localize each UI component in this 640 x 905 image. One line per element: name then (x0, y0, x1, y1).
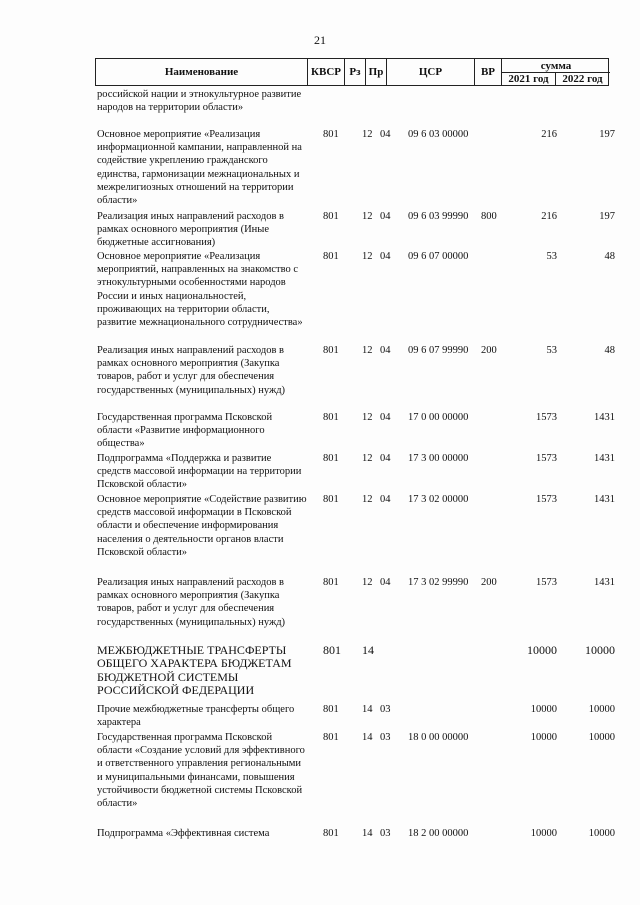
row-kvsr: 801 (323, 453, 339, 464)
row-pr: 04 (380, 577, 391, 588)
row-pr: 03 (380, 732, 391, 743)
row-kvsr: 801 (323, 732, 339, 743)
row-kvsr: 801 (323, 828, 339, 839)
row-pr: 04 (380, 345, 391, 356)
row-sum-2022: 1431 (594, 453, 615, 464)
row-sum-2021: 216 (541, 129, 557, 140)
row-sum-2022: 197 (599, 211, 615, 222)
row-rz: 14 (362, 643, 374, 657)
header-year-2021: 2021 год (502, 72, 556, 86)
row-name: МЕЖБЮДЖЕТНЫЕ ТРАНСФЕРТЫ ОБЩЕГО ХАРАКТЕРА БЮДЖЕТАМ БЮДЖЕТНОЙ СИСТЕМЫ РОССИЙСКОЙ ФЕДЕРАЦИИ (97, 643, 292, 698)
row-sum-2022: 10000 (588, 732, 615, 743)
row-rz: 12 (362, 129, 373, 140)
header-rz: Рз (345, 59, 366, 85)
row-vr: 200 (481, 345, 497, 356)
row-csr: 18 2 00 00000 (408, 828, 469, 839)
row-rz: 12 (362, 345, 373, 356)
row-pr: 04 (380, 251, 391, 262)
row-csr: 09 6 07 99990 (408, 345, 469, 356)
row-name: российской нации и этнокультурное развитие народов на территории области» (97, 89, 302, 114)
row-rz: 12 (362, 494, 373, 505)
row-name: Государственная программа Псковской области «Развитие информационного общества» (97, 412, 273, 450)
header-summa-group (502, 59, 610, 85)
header-summa: сумма (502, 59, 610, 73)
row-sum-2022: 1431 (594, 577, 615, 588)
row-sum-2022: 48 (604, 345, 615, 356)
row-pr: 04 (380, 494, 391, 505)
row-sum-2022: 1431 (594, 412, 615, 423)
row-name: Реализация иных направлений расходов в рамках основного мероприятия (Иные бюджетные ассигнования) (97, 211, 285, 249)
row-sum-2022: 48 (604, 251, 615, 262)
table-header (95, 58, 609, 86)
row-name: Подпрограмма «Эффективная система (97, 828, 270, 839)
row-csr: 17 3 02 99990 (408, 577, 469, 588)
row-sum-2022: 10000 (585, 643, 615, 657)
row-rz: 12 (362, 412, 373, 423)
row-name: Государственная программа Псковской области «Создание условий для эффективного и ответственного управления региональными и муниципальными финансами, повышения устойчивости бюджетной системы Псковской области» (97, 732, 305, 810)
row-rz: 12 (362, 211, 373, 222)
row-rz: 12 (362, 453, 373, 464)
row-sum-2022: 10000 (588, 828, 615, 839)
row-kvsr: 801 (323, 494, 339, 505)
row-kvsr: 801 (323, 251, 339, 262)
row-rz: 12 (362, 251, 373, 262)
row-name: Подпрограмма «Поддержка и развитие средств массовой информации на территории Псковской области» (97, 453, 302, 491)
row-csr: 17 3 00 00000 (408, 453, 469, 464)
row-csr: 09 6 07 00000 (408, 251, 469, 262)
row-csr: 09 6 03 99990 (408, 211, 469, 222)
row-name: Основное мероприятие «Содействие развитию средств массовой информации в Псковской области и обеспечение информирования населения о деятельности органов власти Псковской области» (97, 494, 307, 558)
header-csr: ЦСР (387, 59, 475, 85)
header-pr: Пр (366, 59, 387, 85)
row-name: Реализация иных направлений расходов в рамках основного мероприятия (Закупка товаров, работ и услуг для обеспечения государственных (муниципальных) нужд) (97, 345, 286, 396)
row-pr: 03 (380, 704, 391, 715)
row-sum-2021: 1573 (536, 577, 557, 588)
row-pr: 04 (380, 453, 391, 464)
row-pr: 04 (380, 412, 391, 423)
row-kvsr: 801 (323, 577, 339, 588)
row-kvsr: 801 (323, 211, 339, 222)
header-name: Наименование (96, 59, 308, 85)
row-vr: 800 (481, 211, 497, 222)
row-sum-2021: 53 (546, 345, 557, 356)
row-rz: 12 (362, 577, 373, 588)
row-sum-2021: 1573 (536, 412, 557, 423)
row-pr: 04 (380, 129, 391, 140)
row-name: Реализация иных направлений расходов в рамках основного мероприятия (Закупка товаров, работ и услуг для обеспечения государственных (муниципальных) нужд) (97, 577, 286, 628)
row-sum-2021: 10000 (527, 643, 557, 657)
row-sum-2021: 10000 (530, 732, 557, 743)
row-vr: 200 (481, 577, 497, 588)
row-pr: 04 (380, 211, 391, 222)
row-sum-2021: 216 (541, 211, 557, 222)
page-number: 21 (314, 33, 326, 47)
row-pr: 03 (380, 828, 391, 839)
row-rz: 14 (362, 704, 373, 715)
row-kvsr: 801 (323, 704, 339, 715)
header-kvsr: КВСР (308, 59, 345, 85)
row-sum-2021: 10000 (530, 828, 557, 839)
row-sum-2021: 1573 (536, 453, 557, 464)
header-vr: ВР (475, 59, 502, 85)
row-csr: 17 0 00 00000 (408, 412, 469, 423)
row-csr: 18 0 00 00000 (408, 732, 469, 743)
row-kvsr: 801 (323, 412, 339, 423)
row-sum-2022: 1431 (594, 494, 615, 505)
row-csr: 09 6 03 00000 (408, 129, 469, 140)
row-kvsr: 801 (323, 129, 339, 140)
row-kvsr: 801 (323, 643, 341, 657)
row-csr: 17 3 02 00000 (408, 494, 469, 505)
row-sum-2022: 197 (599, 129, 615, 140)
row-name: Основное мероприятие «Реализация мероприятий, направленных на знакомство с этнокультурными особенностями народов России и иных национальностей, проживающих на территории области, развитие межнационального сотрудничества» (97, 251, 303, 329)
row-sum-2021: 1573 (536, 494, 557, 505)
row-rz: 14 (362, 732, 373, 743)
row-sum-2021: 10000 (530, 704, 557, 715)
row-kvsr: 801 (323, 345, 339, 356)
row-name: Прочие межбюджетные трансферты общего характера (97, 704, 295, 729)
header-year-2022: 2022 год (562, 73, 603, 85)
row-sum-2022: 10000 (588, 704, 615, 715)
row-name: Основное мероприятие «Реализация информационной кампании, направленной на содействие укреплению гражданского единства, гармонизации межнациональных и межрелигиозных отношений на территории области» (97, 129, 302, 207)
row-rz: 14 (362, 828, 373, 839)
row-sum-2021: 53 (546, 251, 557, 262)
